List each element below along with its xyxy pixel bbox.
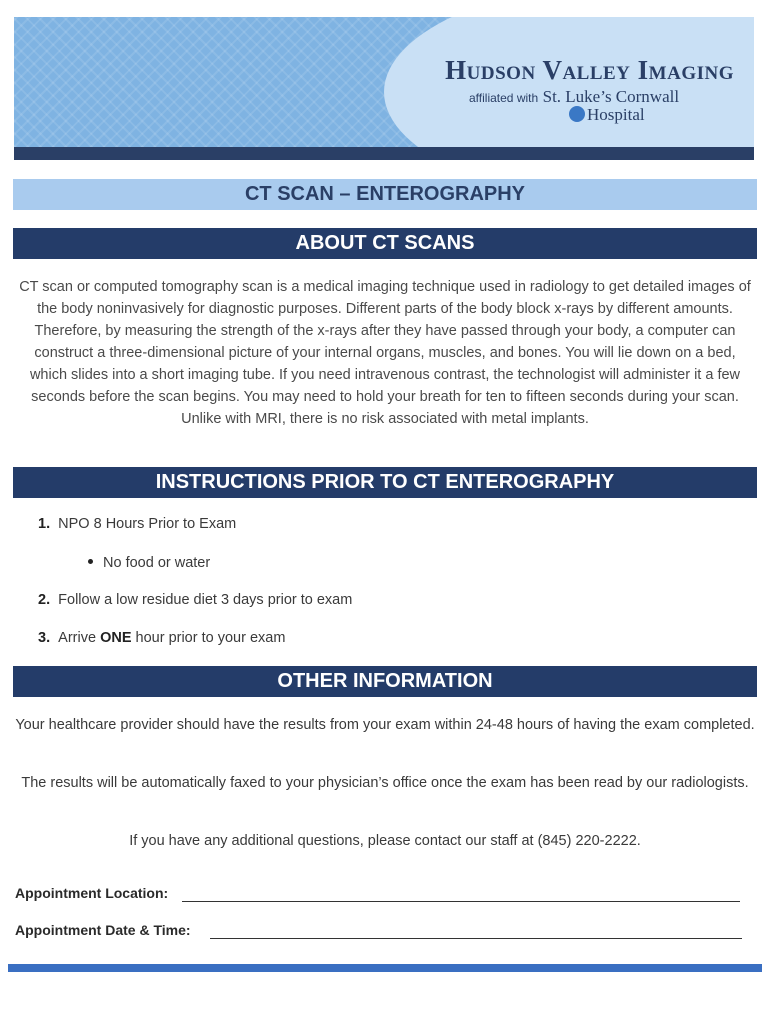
instruction-text-post: hour prior to your exam (131, 630, 286, 646)
header-banner (14, 17, 754, 160)
instruction-text-pre: Arrive (58, 630, 101, 646)
instruction-item-1 (38, 516, 236, 532)
hospital-logo-icon (569, 106, 585, 122)
fax-paragraph: The results will be automatically faxed to your physician’s office once the exam has been read by our radiologists. (21, 775, 749, 791)
bullet-icon (88, 559, 93, 564)
affiliated-name: St. Luke’s Cornwall (542, 87, 680, 106)
appointment-location-label: Appointment Location: (15, 885, 169, 901)
instruction-text: Follow a low residue diet 3 days prior to exam (58, 592, 353, 608)
other-heading: OTHER INFORMATION (13, 666, 757, 697)
instruction-item-2 (38, 592, 352, 608)
banner-bottom-bar (14, 147, 754, 160)
contact-paragraph: If you have any additional questions, please contact our staff at (845) 220-2222. (129, 833, 641, 849)
instruction-text: NPO 8 Hours Prior to Exam (58, 516, 237, 532)
instruction-number: 3. (38, 630, 51, 646)
logo-affiliation (469, 87, 739, 107)
appointment-datetime-label: Appointment Date & Time: (15, 922, 191, 938)
instruction-text-bold: ONE (100, 630, 132, 646)
instruction-number: 1. (38, 516, 51, 532)
bullet-text: No food or water (103, 555, 211, 571)
about-heading: ABOUT CT SCANS (13, 228, 757, 259)
page-title: CT SCAN – ENTEROGRAPHY (13, 179, 757, 210)
logo-title: Hudson Valley Imaging (445, 55, 734, 85)
footer-bar (8, 964, 762, 972)
affiliated-hospital: Hospital (587, 105, 645, 124)
instruction-item-3 (38, 630, 285, 646)
affiliated-hospital-line (569, 105, 645, 125)
appointment-datetime-field[interactable] (210, 938, 742, 939)
instruction-bullet (88, 555, 210, 571)
about-text: CT scan or computed tomography scan is a medical imaging technique used in radiology to get detailed images of the body noninvasively for diagnostic purposes. Different parts of the body block x-rays by different amounts. Therefore, by measuring the strength of the x-rays after they have passed through your body, a computer can construct a three-dimensional picture of your internal organs, muscles, and bones. You will lie down on a bed, which slides into a short imaging tube. If you need intravenous contrast, the technologist will administer it a few seconds before the scan begins. You may need to hold your breath for ten to fifteen seconds during your scan. Unlike with MRI, there is no risk associated with metal implants. (19, 279, 751, 427)
instructions-heading: INSTRUCTIONS PRIOR TO CT ENTEROGRAPHY (13, 467, 757, 498)
appointment-location-field[interactable] (182, 901, 740, 902)
instruction-number: 2. (38, 592, 51, 608)
results-paragraph: Your healthcare provider should have the results from your exam within 24-48 hours of having the exam completed. (15, 717, 755, 733)
affiliated-prefix: affiliated with (469, 91, 539, 105)
